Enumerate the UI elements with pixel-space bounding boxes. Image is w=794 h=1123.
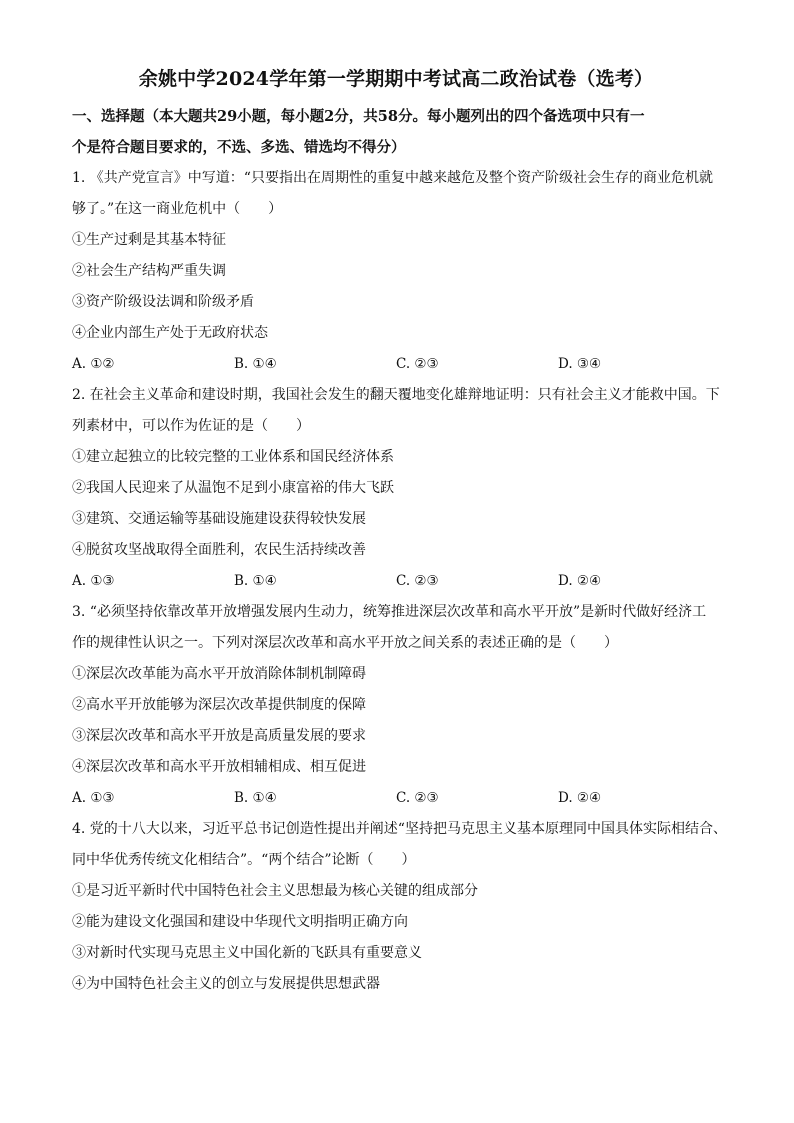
- statement-item: ③资产阶级设法调和阶级矛盾: [72, 294, 254, 310]
- answer-option[interactable]: A. ①③: [72, 790, 115, 806]
- answer-option[interactable]: D. ②④: [558, 573, 602, 589]
- statement-item: ②我国人民迎来了从温饱不足到小康富裕的伟大飞跃: [72, 480, 394, 496]
- statement-item: ①是习近平新时代中国特色社会主义思想最为核心关键的组成部分: [72, 883, 478, 899]
- answer-option[interactable]: D. ③④: [558, 356, 602, 372]
- statement-item: ②社会生产结构严重失调: [72, 263, 226, 279]
- statement-item: ④为中国特色社会主义的创立与发展提供思想武器: [72, 976, 380, 992]
- question-3: [72, 597, 720, 814]
- question-stem-line: 作的规律性认识之一。下列对深层次改革和高水平开放之间关系的表述正确的是（ ）: [72, 635, 618, 651]
- answer-option[interactable]: B. ①④: [234, 356, 277, 372]
- question-stem-line: 1. 《共产党宣言》中写道：“只要指出在周期性的重复中越来越危及整个资产阶级社会生存的商业危机就: [72, 170, 713, 186]
- question-stem-line: 列素材中，可以作为佐证的是（ ）: [72, 418, 310, 434]
- statement-item: ④企业内部生产处于无政府状态: [72, 325, 268, 341]
- answer-option[interactable]: C. ②③: [396, 356, 439, 372]
- exam-title: 余姚中学2024学年第一学期期中考试高二政治试卷（选考）: [138, 68, 654, 90]
- question-stem-line: 2. 在社会主义革命和建设时期，我国社会发生的翻天覆地变化雄辩地证明：只有社会主义才能救中国。下: [72, 387, 720, 403]
- answer-option[interactable]: C. ②③: [396, 790, 439, 806]
- question-stem-line: 同中华优秀传统文化相结合”。“两个结合”论断（ ）: [72, 852, 416, 868]
- answer-option[interactable]: C. ②③: [396, 573, 439, 589]
- question-stem-line: 够了。”在这一商业危机中（ ）: [72, 201, 283, 217]
- statement-item: ③深层次改革和高水平开放是高质量发展的要求: [72, 728, 366, 744]
- question-stem-line: 4. 党的十八大以来，习近平总书记创造性提出并阐述“坚持把马克思主义基本原理同中国具体实际相结合、: [72, 821, 727, 837]
- question-stem-line: 3. “必须坚持依靠改革开放增强发展内生动力，统筹推进深层次改革和高水平开放”是新时代做好经济工: [72, 604, 707, 620]
- statement-item: ③对新时代实现马克思主义中国化新的飞跃具有重要意义: [72, 945, 422, 961]
- statement-item: ②高水平开放能够为深层次改革提供制度的保障: [72, 697, 366, 713]
- answer-option[interactable]: A. ①②: [72, 356, 115, 372]
- statement-item: ②能为建设文化强国和建设中华现代文明指明正确方向: [72, 914, 408, 930]
- answer-options: [72, 783, 720, 814]
- answer-option[interactable]: B. ①④: [234, 573, 277, 589]
- answer-option[interactable]: A. ①③: [72, 573, 115, 589]
- question-list: [72, 163, 727, 1000]
- statement-item: ①深层次改革能为高水平开放消除体制机制障碍: [72, 666, 366, 682]
- answer-options: [72, 349, 720, 380]
- answer-option[interactable]: B. ①④: [234, 790, 277, 806]
- statement-item: ④脱贫攻坚战取得全面胜利，农民生活持续改善: [72, 542, 366, 558]
- answer-option[interactable]: D. ②④: [558, 790, 602, 806]
- answer-options: [72, 566, 720, 597]
- question-1: [72, 163, 720, 380]
- statement-item: ④深层次改革和高水平开放相辅相成、相互促进: [72, 759, 366, 775]
- section-heading-line-2: 个是符合题目要求的，不选、多选、错选均不得分）: [72, 139, 406, 156]
- statement-item: ①建立起独立的比较完整的工业体系和国民经济体系: [72, 449, 394, 465]
- section-heading-line-1: 一、选择题（本大题共29小题，每小题2分，共58分。每小题列出的四个备选项中只有一: [72, 108, 645, 125]
- question-4: [72, 814, 727, 1000]
- statement-item: ③建筑、交通运输等基础设施建设获得较快发展: [72, 511, 366, 527]
- question-2: [72, 380, 720, 597]
- statement-item: ①生产过剩是其基本特征: [72, 232, 226, 248]
